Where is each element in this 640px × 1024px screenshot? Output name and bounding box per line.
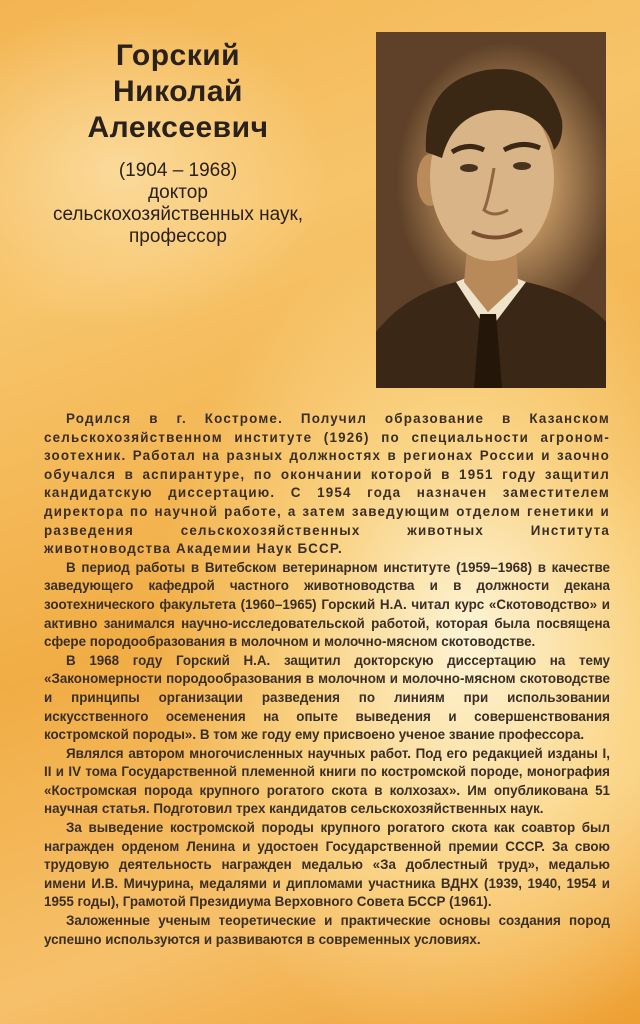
life-years: (1904 – 1968) bbox=[118, 160, 238, 181]
surname: Горский bbox=[115, 39, 241, 72]
bio-paragraph: За выведение костромской породы крупного рогатого скота как соавтор был награжден орденом Ленина и удостоен Государственной премии СССР. За свою трудовую деятельность награжден медалью «За доблестный труд», медалью имени И.В. Мичурина, медалями и дипломами участника ВДНХ (1939, 1940, 1954 и 1955 годы), Грамотой Президиума Верховного Совета БССР (1961). bbox=[44, 820, 610, 910]
degree-line-2: сельскохозяйственных наук, bbox=[52, 204, 304, 225]
bio-paragraph: В 1968 году Горский Н.А. защитил докторскую диссертацию на тему «Закономерности породообразования в молочном и молочно-мясном скотоводстве и принципы организации разведения по линиям при использовании искусственного осеменения на опыте выведения и совершенствования костромской породы». В том же году ему присвоено ученое звание профессора. bbox=[44, 652, 610, 743]
portrait-illustration bbox=[376, 32, 606, 388]
biography-text bbox=[44, 410, 610, 949]
bio-paragraph: В период работы в Витебском ветеринарном институте (1959–1968) в качестве заведующего кафедрой частного животноводства и в должности декана зоотехнического факультета (1960–1965) Горский Н.А. читал курс «Скотоводство» и активно занимался научно-исследовательской работой, которая была посвящена сфере породообразования в молочном и молочно-мясном скотоводстве. bbox=[44, 559, 610, 650]
patronymic: Алексеевич bbox=[87, 111, 269, 144]
bio-paragraph: Являлся автором многочисленных научных работ. Под его редакцией изданы I, II и IV тома Государственной племенной книги по костромской породе, монография «Костромская порода крупного рогатого скота в колхозах». Им опубликована 51 научная статья. Подготовил трех кандидатов сельскохозяйственных наук. bbox=[44, 745, 610, 817]
portrait-photo bbox=[376, 32, 606, 388]
bio-paragraph: Родился в г. Костроме. Получил образование в Казанском сельскохозяйственном институте (1926) по специальности агроном-зоотехник. Работал на разных должностях в регионах России и заочно обучался в аспирантуре, по окончании которой в 1951 году защитил кандидатскую диссертацию. С 1954 года назначен заместителем директора по научной работе, а затем заведующим отделом генетики и разведения сельскохозяйственных животных Института животноводства Академии Наук БССР. bbox=[44, 411, 610, 557]
header-block bbox=[22, 38, 334, 248]
degree-line-1: доктор bbox=[148, 182, 208, 203]
bio-paragraph: Заложенные ученым теоретические и практические основы создания пород успешно используются и развиваются в современных условиях. bbox=[44, 913, 610, 947]
academic-title: профессор bbox=[129, 226, 227, 247]
given-name: Николай bbox=[113, 75, 243, 108]
